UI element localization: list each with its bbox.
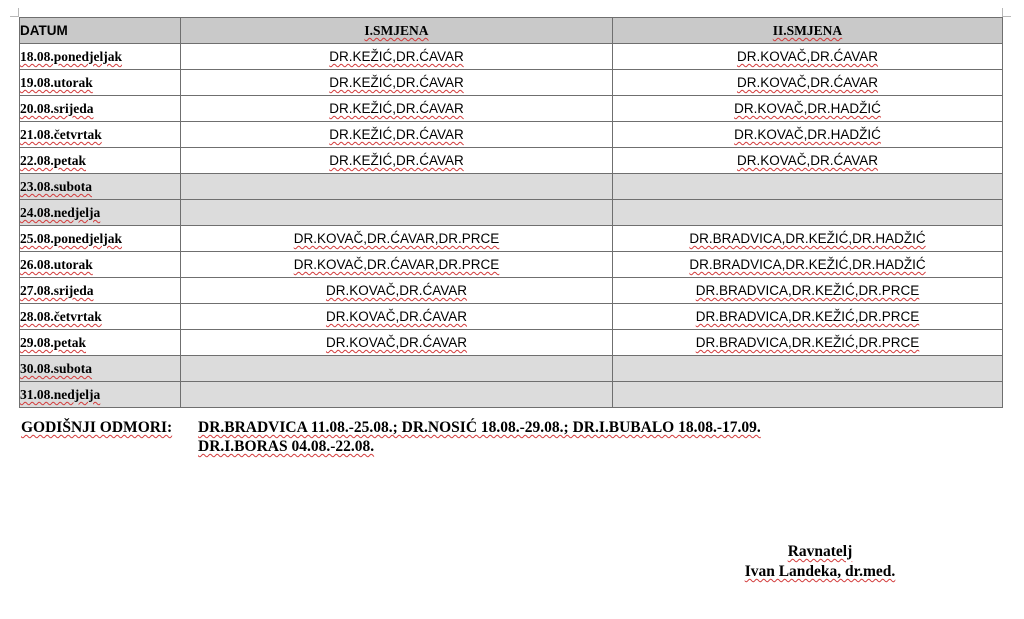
shift-1-cell <box>181 174 613 200</box>
table-row <box>20 252 1003 278</box>
table-header-row <box>20 18 1003 44</box>
signature-block <box>700 542 940 582</box>
table-row <box>20 304 1003 330</box>
shift-1-cell <box>181 382 613 408</box>
shift-1-cell <box>181 200 613 226</box>
date-cell: 18.08.ponedjeljak <box>20 44 181 70</box>
shift-2-cell: DR.BRADVICA,DR.KEŽIĆ,DR.PRCE <box>613 330 1003 356</box>
date-cell: 21.08.četvrtak <box>20 122 181 148</box>
vacations-label: GODIŠNJI ODMORI: <box>21 419 173 436</box>
shift-1-cell: DR.KEŽIĆ,DR.ĆAVAR <box>181 70 613 96</box>
page-corner-mark-right <box>1002 8 1011 17</box>
shift-1-cell: DR.KEŽIĆ,DR.ĆAVAR <box>181 96 613 122</box>
table-row <box>20 44 1003 70</box>
date-cell: 30.08.subota <box>20 356 181 382</box>
header-shift-2: II.SMJENA <box>613 18 1003 44</box>
signature-title: Ravnatelj <box>787 543 853 560</box>
shift-2-cell: DR.KOVAČ,DR.ĆAVAR <box>613 148 1003 174</box>
shift-2-cell <box>613 356 1003 382</box>
shift-2-cell: DR.KOVAČ,DR.HADŽIĆ <box>613 96 1003 122</box>
page-corner-mark-left <box>10 8 19 17</box>
shift-2-cell <box>613 200 1003 226</box>
schedule-body <box>20 44 1003 408</box>
shift-1-cell: DR.KEŽIĆ,DR.ĆAVAR <box>181 122 613 148</box>
date-cell: 25.08.ponedjeljak <box>20 226 181 252</box>
schedule-table <box>19 17 1003 408</box>
shift-1-cell: DR.KOVAČ,DR.ĆAVAR <box>181 304 613 330</box>
shift-1-cell: DR.KEŽIĆ,DR.ĆAVAR <box>181 148 613 174</box>
table-row <box>20 278 1003 304</box>
shift-2-cell: DR.BRADVICA,DR.KEŽIĆ,DR.PRCE <box>613 304 1003 330</box>
vacations-text-1: DR.BRADVICA 11.08.-25.08.; DR.NOSIĆ 18.08.-29.08.; DR.I.BUBALO 18.08.-17.09. <box>198 419 761 436</box>
date-cell: 20.08.srijeda <box>20 96 181 122</box>
shift-2-cell <box>613 382 1003 408</box>
table-row <box>20 356 1003 382</box>
date-cell: 31.08.nedjelja <box>20 382 181 408</box>
shift-2-cell: DR.KOVAČ,DR.ĆAVAR <box>613 44 1003 70</box>
vacations-note <box>21 418 761 456</box>
table-row <box>20 174 1003 200</box>
shift-2-cell <box>613 174 1003 200</box>
header-shift-1: I.SMJENA <box>181 18 613 44</box>
vacations-line-2 <box>21 437 761 456</box>
table-row <box>20 200 1003 226</box>
shift-2-cell: DR.BRADVICA,DR.KEŽIĆ,DR.PRCE <box>613 278 1003 304</box>
date-cell: 23.08.subota <box>20 174 181 200</box>
table-row <box>20 382 1003 408</box>
date-cell: 29.08.petak <box>20 330 181 356</box>
header-date: DATUM <box>20 18 181 44</box>
vacations-line-1 <box>21 418 761 437</box>
signature-name: Ivan Landeka, dr.med. <box>744 563 896 580</box>
table-row <box>20 96 1003 122</box>
shift-1-cell: DR.KOVAČ,DR.ĆAVAR <box>181 278 613 304</box>
shift-1-cell: DR.KEŽIĆ,DR.ĆAVAR <box>181 44 613 70</box>
table-row <box>20 70 1003 96</box>
shift-2-cell: DR.BRADVICA,DR.KEŽIĆ,DR.HADŽIĆ <box>613 252 1003 278</box>
date-cell: 27.08.srijeda <box>20 278 181 304</box>
shift-1-cell: DR.KOVAČ,DR.ĆAVAR,DR.PRCE <box>181 252 613 278</box>
table-row <box>20 226 1003 252</box>
table-row <box>20 122 1003 148</box>
shift-1-cell <box>181 356 613 382</box>
shift-2-cell: DR.BRADVICA,DR.KEŽIĆ,DR.HADŽIĆ <box>613 226 1003 252</box>
vacations-text-2: DR.I.BORAS 04.08.-22.08. <box>198 438 375 455</box>
date-cell: 19.08.utorak <box>20 70 181 96</box>
date-cell: 28.08.četvrtak <box>20 304 181 330</box>
shift-1-cell: DR.KOVAČ,DR.ĆAVAR,DR.PRCE <box>181 226 613 252</box>
shift-2-cell: DR.KOVAČ,DR.HADŽIĆ <box>613 122 1003 148</box>
table-row <box>20 330 1003 356</box>
date-cell: 26.08.utorak <box>20 252 181 278</box>
date-cell: 24.08.nedjelja <box>20 200 181 226</box>
date-cell: 22.08.petak <box>20 148 181 174</box>
shift-2-cell: DR.KOVAČ,DR.ĆAVAR <box>613 70 1003 96</box>
shift-1-cell: DR.KOVAČ,DR.ĆAVAR <box>181 330 613 356</box>
table-row <box>20 148 1003 174</box>
